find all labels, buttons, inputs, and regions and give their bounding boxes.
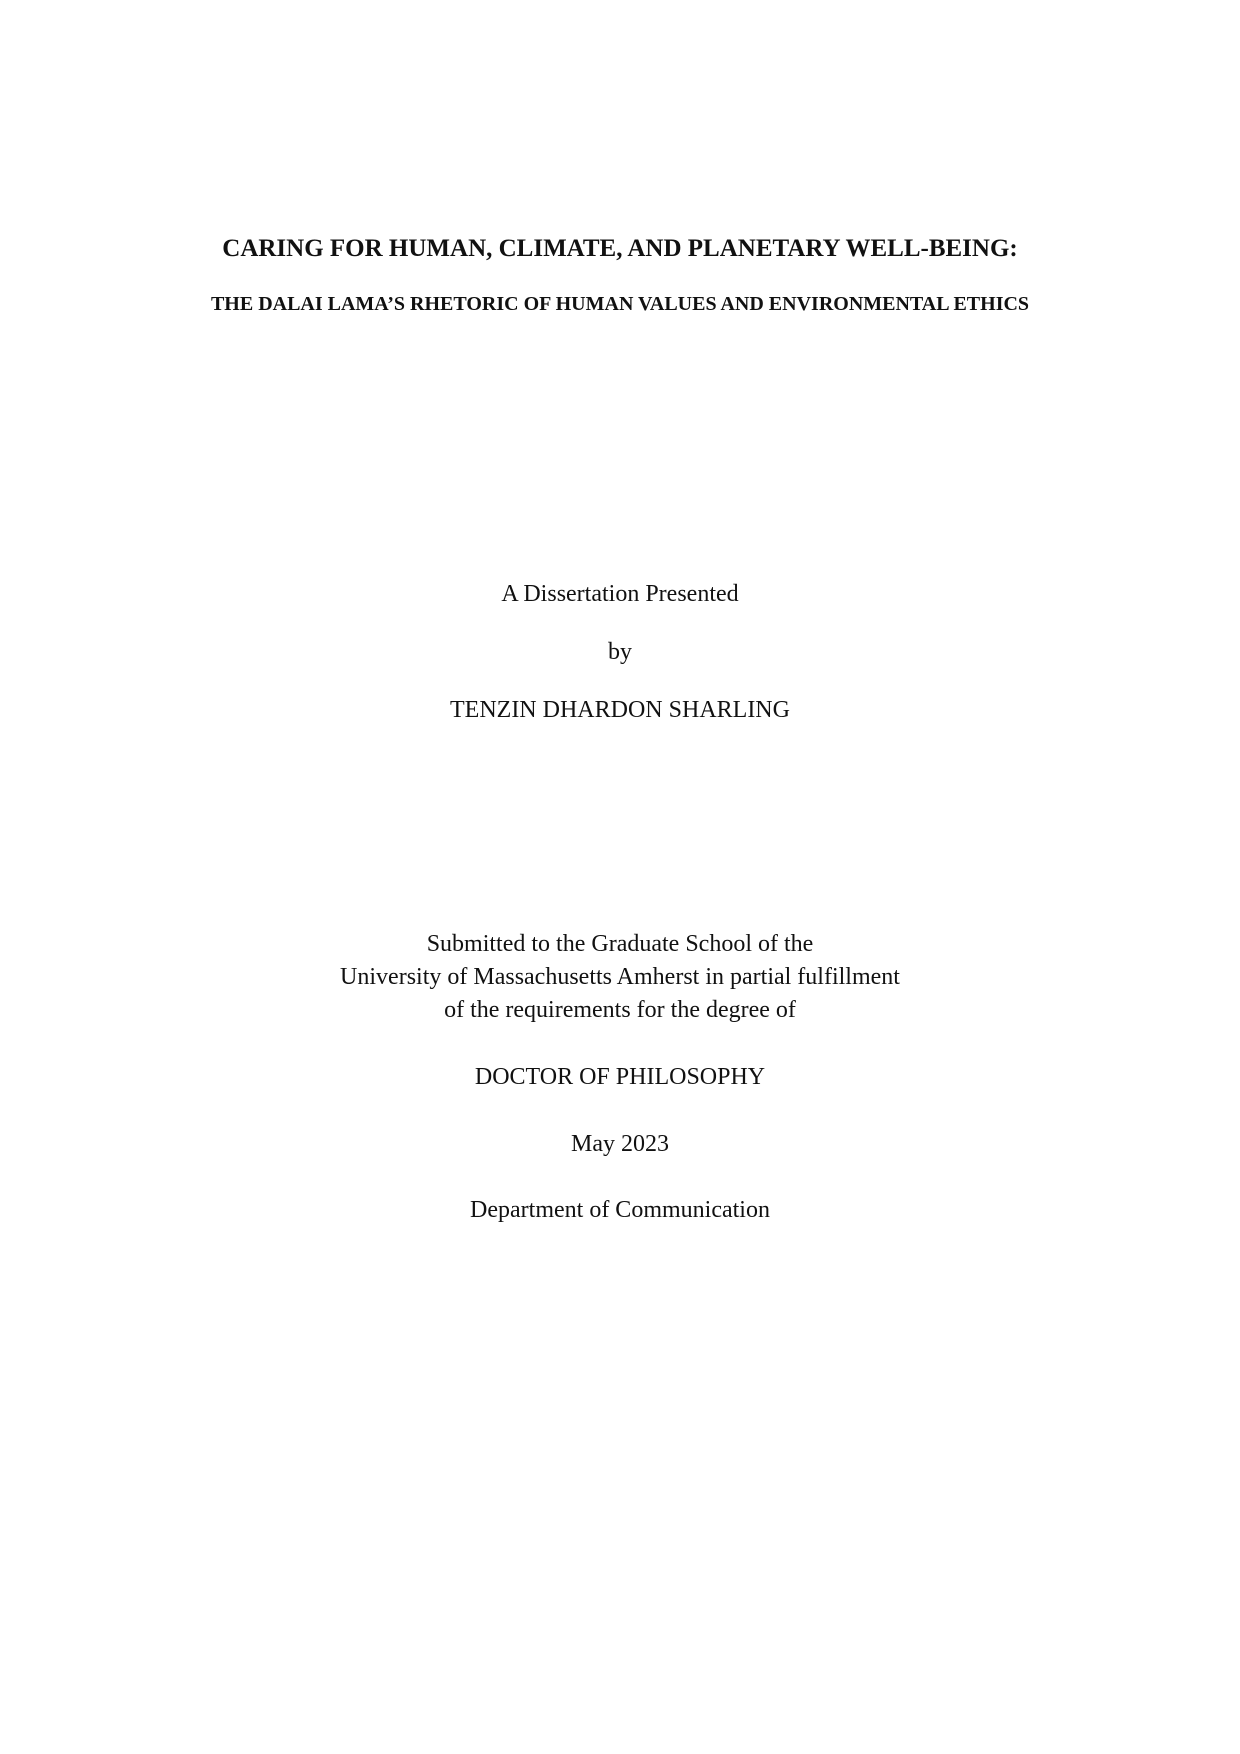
presentation-statement: A Dissertation Presented — [501, 581, 739, 607]
degree-name: DOCTOR OF PHILOSOPHY — [474, 1064, 766, 1090]
dissertation-title: CARING FOR HUMAN, CLIMATE, AND PLANETARY WELL-BEING: — [222, 235, 1018, 262]
department-name: Department of Communication — [470, 1197, 770, 1223]
submission-line-1: Submitted to the Graduate School of the — [426, 931, 814, 957]
dissertation-subtitle: THE DALAI LAMA’S RHETORIC OF HUMAN VALUES AND ENVIRONMENTAL ETHICS — [210, 293, 1030, 315]
by-label: by — [608, 639, 632, 665]
submission-line-2: University of Massachusetts Amherst in partial fulfillment — [340, 964, 900, 990]
submission-date: May 2023 — [571, 1131, 669, 1157]
submission-line-3: of the requirements for the degree of — [444, 997, 796, 1023]
author-name: TENZIN DHARDON SHARLING — [450, 697, 790, 723]
